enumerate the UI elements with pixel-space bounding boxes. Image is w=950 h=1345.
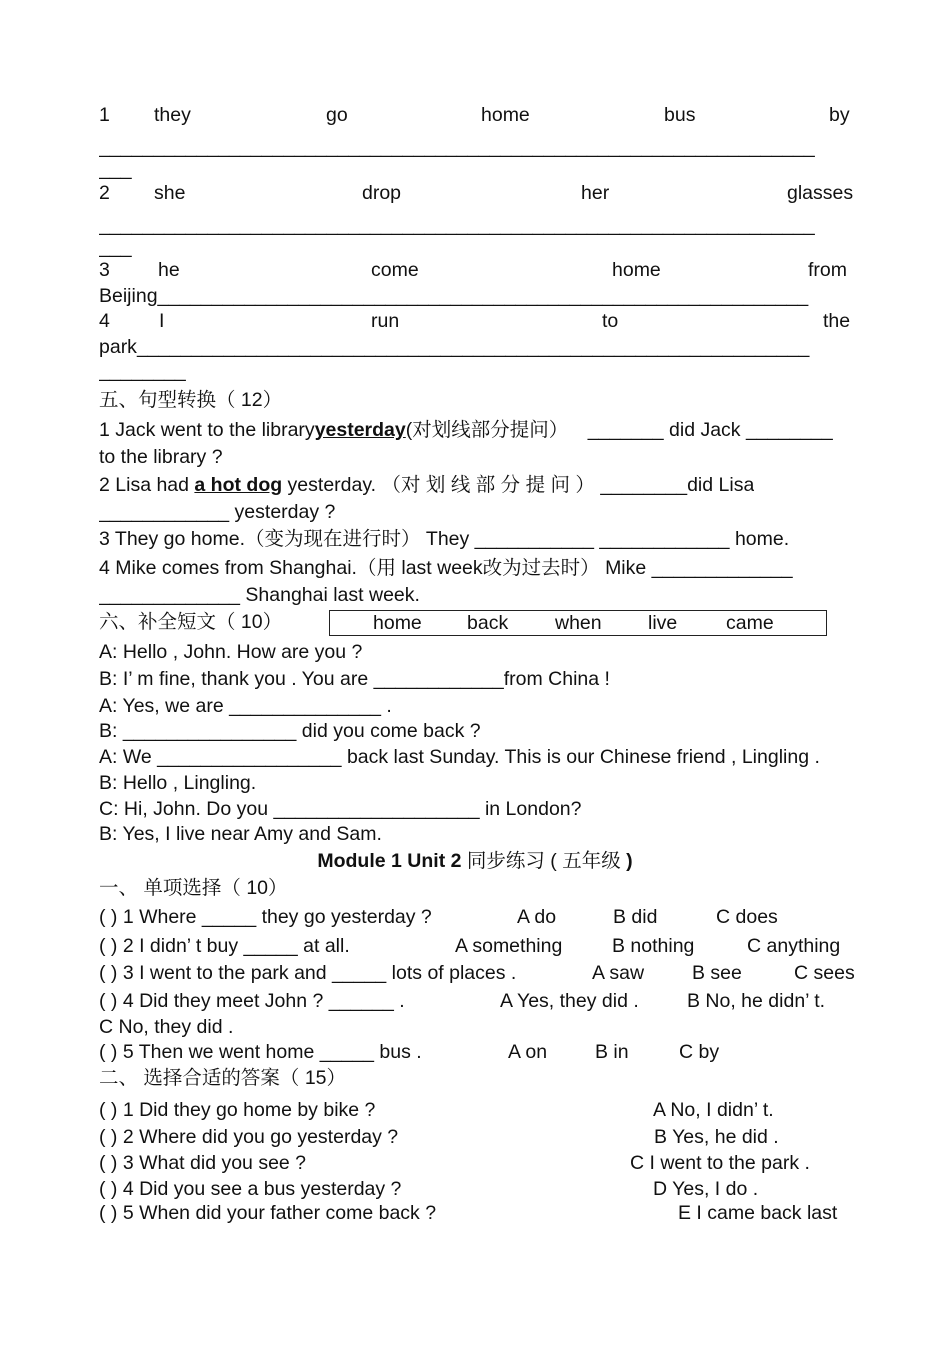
mc-item: ( ) 4 Did they meet John ? ______ . A Yes, they did . B No, he didn’ t. [99, 990, 826, 1012]
word: he [158, 259, 180, 281]
option-a: A saw [592, 962, 645, 984]
option-b: B see [692, 962, 742, 984]
dialogue-line: B: Hello , Lingling. [99, 772, 257, 794]
word-bank-item: live [648, 612, 678, 634]
word-bank-box [329, 610, 827, 636]
answer-line[interactable]: __________________________________________________________________ [99, 214, 815, 236]
section-heading: 五、句型转换（ 12） [99, 389, 283, 411]
answer-option: C I went to the park . [630, 1152, 810, 1174]
dialogue-line: B: Yes, I live near Amy and Sam. [99, 823, 382, 845]
word: home [612, 259, 661, 281]
answer-option: B Yes, he did . [654, 1126, 779, 1148]
s5-q4-cont: _____________ Shanghai last week. [99, 584, 420, 606]
dialogue-line: A: Hello , John. How are you ? [99, 641, 363, 663]
word-bank-item: back [467, 612, 509, 634]
answer-option: E I came back last [678, 1202, 838, 1224]
answer-option: A No, I didn’ t. [653, 1099, 774, 1121]
s4-row-4 [99, 309, 874, 333]
match-item: ( ) 2 Where did you go yesterday ? B Yes, he did . [99, 1126, 779, 1148]
option-a: A something [455, 935, 563, 957]
section-heading: 六、补全短文（ 10） [99, 611, 283, 633]
dialogue-line: A: Yes, we are ______________ . [99, 695, 392, 717]
option-c: C anything [747, 935, 841, 957]
s4-row-2 [99, 181, 874, 205]
word: home [481, 104, 530, 126]
s5-q3: 3 They go home.（变为现在进行时） They ___________ ____________ home. [99, 528, 790, 550]
mc-item: ( ) 5 Then we went home _____ bus . A on B in C by [99, 1041, 720, 1063]
s5-q2-cont: ____________ yesterday ? [99, 501, 336, 523]
word: from [808, 259, 847, 281]
s4-row-1 [99, 103, 874, 127]
option-b: B nothing [612, 935, 695, 957]
word: come [371, 259, 419, 281]
word: her [581, 182, 610, 204]
answer-line[interactable]: park______________________________________________________________ [99, 336, 810, 358]
word: glasses [787, 182, 854, 204]
s5-q2: 2 Lisa had a hot dog yesterday. （对 划 线 部 分 提 问 ） ________did Lisa [99, 474, 755, 496]
word: the [823, 310, 851, 332]
dialogue-line: C: Hi, John. Do you ___________________ in London? [99, 798, 582, 820]
s5-q1-cont: to the library ? [99, 446, 223, 468]
section-heading: 二、 选择合适的答案（ 15） [99, 1067, 347, 1089]
word-bank-item: when [555, 612, 602, 634]
word: run [371, 310, 400, 332]
option-b: B No, he didn’ t. [687, 990, 826, 1012]
page-title: Module 1 Unit 2 同步练习 ( 五年级 ) [317, 850, 633, 872]
dialogue-line: B: ________________ did you come back ? [99, 720, 481, 742]
mc-item-cont: C No, they did . [99, 1016, 234, 1038]
underlined-target: a hot dog [194, 474, 283, 496]
option-b: B in [595, 1041, 629, 1063]
match-item: ( ) 1 Did they go home by bike ? A No, I didn’ t. [99, 1099, 774, 1121]
option-b: B did [613, 906, 658, 928]
word: they [154, 104, 191, 126]
word: go [326, 104, 348, 126]
mc-item: ( ) 1 Where _____ they go yesterday ? A do B did C does [99, 906, 778, 928]
row-number: 1 [99, 104, 110, 126]
s5-q4: 4 Mike comes from Shanghai.（用 last week改为过去时） Mike _____________ [99, 557, 793, 579]
match-item: ( ) 3 What did you see ? C I went to the park . [99, 1152, 810, 1174]
mc-item: ( ) 2 I didn’ t buy _____ at all. A something B nothing C anything [99, 935, 841, 957]
option-a: A on [508, 1041, 548, 1063]
option-c: C by [679, 1041, 720, 1063]
dialogue-line: B: I’ m fine, thank you . You are ____________from China ! [99, 668, 610, 690]
row-number: 2 [99, 182, 110, 204]
answer-line-cont: ________ [99, 360, 186, 382]
option-c: C sees [794, 962, 855, 984]
word: by [829, 104, 850, 126]
answer-option: D Yes, I do . [653, 1178, 759, 1200]
option-a: A Yes, they did . [500, 990, 639, 1012]
s4-row-3 [99, 258, 874, 282]
dialogue-line: A: We _________________ back last Sunday. This is our Chinese friend , Lingling . [99, 746, 820, 768]
match-item: ( ) 4 Did you see a bus yesterday ? D Yes, I do . [99, 1178, 759, 1200]
answer-line-cont: ___ [99, 158, 132, 180]
word: drop [362, 182, 402, 204]
underlined-target: yesterday [314, 419, 406, 441]
row-number: 3 [99, 259, 110, 281]
option-a: A do [517, 906, 557, 928]
word-bank-item: came [726, 612, 774, 634]
word: I [159, 310, 165, 332]
mc-item: ( ) 3 I went to the park and _____ lots of places . A saw B see C sees [99, 962, 855, 984]
match-item: ( ) 5 When did your father come back ? E I came back last [99, 1202, 838, 1224]
answer-line[interactable]: __________________________________________________________________ [99, 136, 815, 158]
row-number: 4 [99, 310, 110, 332]
answer-line[interactable]: Beijing____________________________________________________________ [99, 285, 809, 307]
word: she [154, 182, 186, 204]
section-heading: 一、 单项选择（ 10） [99, 877, 288, 899]
word: bus [664, 104, 696, 126]
word: to [602, 310, 619, 332]
option-c: C does [716, 906, 778, 928]
word-bank-item: home [373, 612, 422, 634]
s5-q1: 1 Jack went to the libraryyesterday(对划线部分提问） _______ did Jack ________ [99, 419, 833, 441]
answer-line-cont: ___ [99, 236, 132, 258]
